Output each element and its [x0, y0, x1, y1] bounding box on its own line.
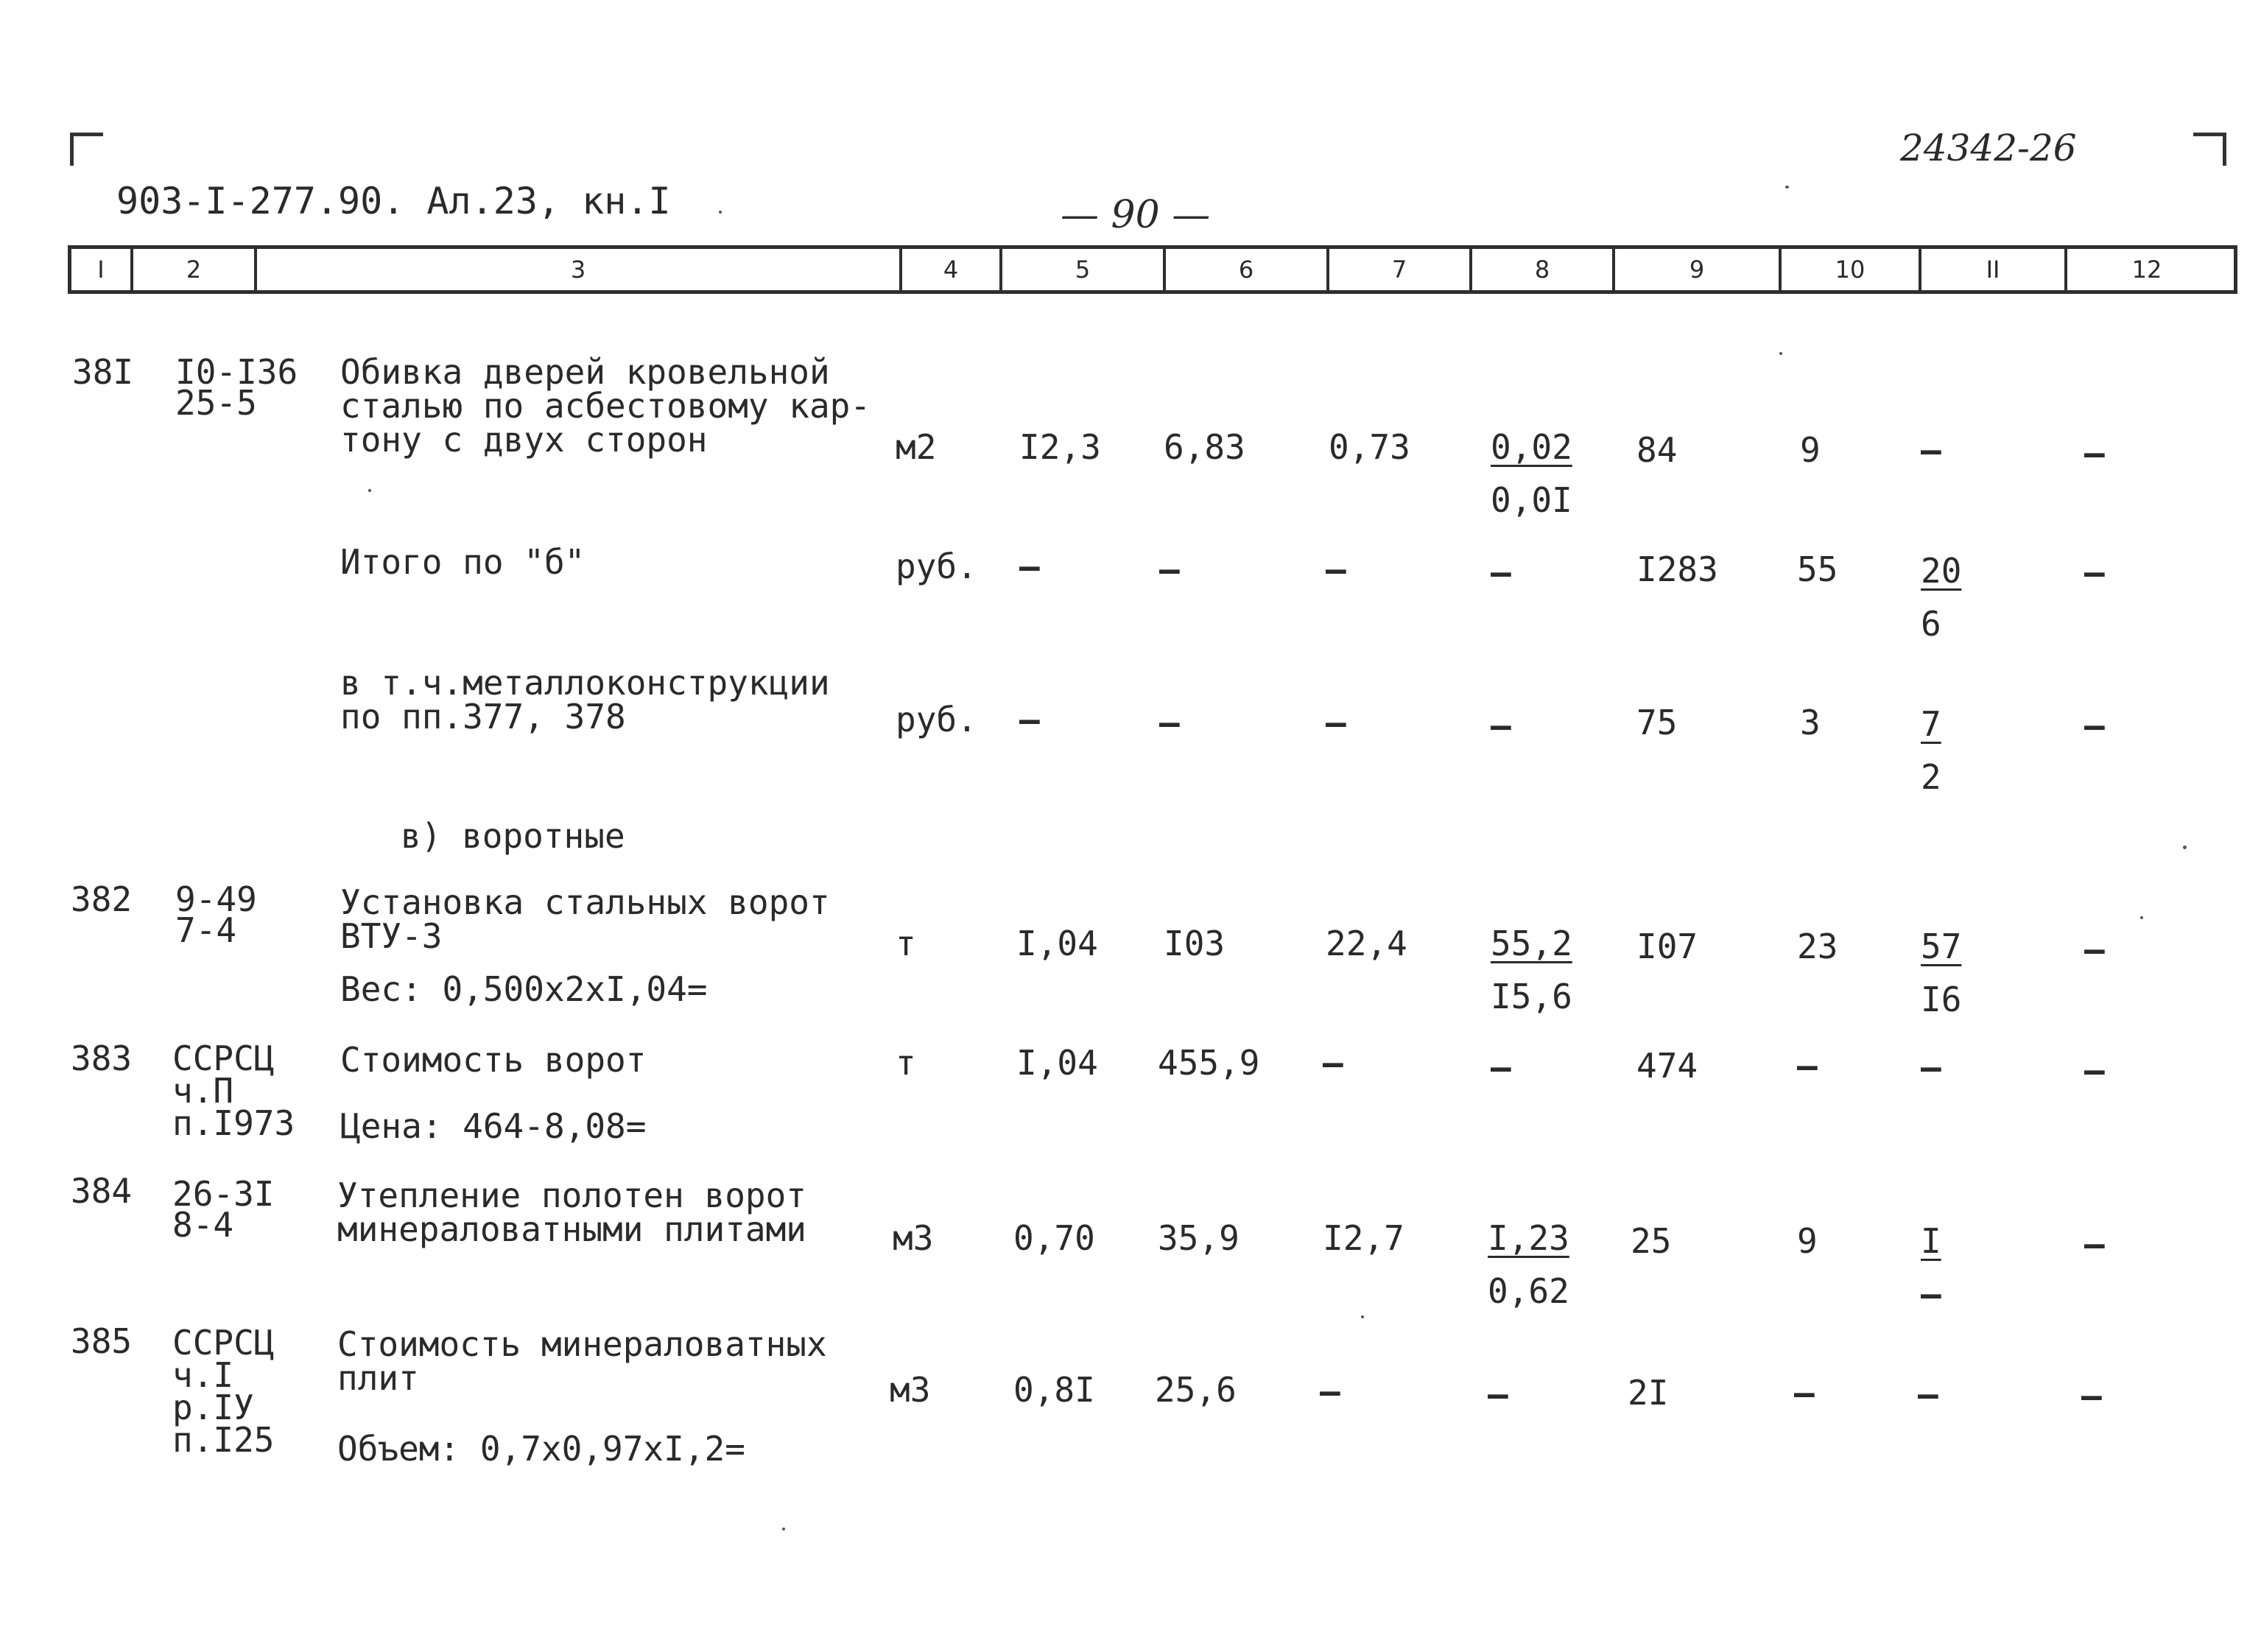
- item-description: Утепление полотен ворот: [337, 1175, 806, 1215]
- scan-speck: [782, 1528, 785, 1530]
- col10-value: –: [1797, 1046, 1818, 1086]
- column-header: 5: [1002, 249, 1166, 290]
- col10-value: 3: [1800, 703, 1821, 742]
- col10-value: 9: [1797, 1221, 1818, 1261]
- unit: м3: [893, 1218, 934, 1258]
- col10-value: 9: [1800, 430, 1821, 470]
- col9-value: 75: [1636, 703, 1678, 742]
- scan-speck: [2140, 916, 2143, 919]
- scan-speck: [1361, 1315, 1364, 1318]
- col11-value-top: –: [1921, 430, 1941, 470]
- column-header: 8: [1472, 249, 1615, 290]
- item-note: Вес: 0,500х2хI,04=: [340, 969, 708, 1009]
- unit: руб.: [896, 546, 977, 586]
- document-code: 903-I-277.90. Ал.23, кн.I: [116, 180, 671, 222]
- col5-value: I2,3: [1019, 427, 1101, 467]
- column-header: 10: [1782, 249, 1921, 290]
- col10-value: –: [1794, 1373, 1815, 1413]
- column-header: 9: [1615, 249, 1782, 290]
- col6-value: 25,6: [1155, 1370, 1237, 1410]
- column-header-row: [68, 245, 2237, 294]
- col7-value: 0,73: [1329, 427, 1410, 467]
- item-note: Цена: 464-8,08=: [340, 1106, 647, 1146]
- item-description: сталью по асбестовому кар-: [340, 386, 871, 426]
- col9-value: 2I: [1628, 1373, 1669, 1413]
- col7-value: I2,7: [1323, 1218, 1404, 1258]
- col6-value: 455,9: [1158, 1043, 1260, 1083]
- section-heading: в) воротные: [401, 816, 625, 856]
- row-number: 385: [71, 1321, 133, 1361]
- col7-value: 22,4: [1326, 924, 1407, 963]
- col8-value-top: –: [1491, 706, 1511, 745]
- col12-value: –: [2084, 552, 2105, 592]
- column-header: I: [71, 249, 133, 290]
- norm-code: ч.I: [172, 1355, 234, 1395]
- col8-value-top: –: [1491, 1047, 1511, 1087]
- col12-value: –: [2084, 1224, 2105, 1264]
- col6-value: –: [1159, 703, 1180, 742]
- col9-value: 474: [1636, 1046, 1698, 1086]
- column-header: 12: [2131, 256, 2162, 284]
- total-label: Итого по "б": [340, 542, 586, 582]
- item-description: Стоимость ворот: [340, 1040, 647, 1080]
- column-header: 2: [133, 249, 257, 290]
- item-note: Объем: 0,7х0,97хI,2=: [337, 1429, 745, 1469]
- unit: руб.: [896, 700, 977, 739]
- norm-code: 25-5: [175, 383, 257, 423]
- col5-value: 0,8I: [1013, 1370, 1095, 1410]
- col8-value-top: –: [1491, 552, 1511, 592]
- norm-code: ч.П: [172, 1071, 234, 1111]
- col11-value-top: 57: [1921, 927, 1962, 966]
- scan-speck: [1779, 352, 1782, 355]
- norm-code: 8-4: [172, 1205, 234, 1245]
- col7-value: –: [1326, 703, 1346, 742]
- col11-value-top: –: [1918, 1374, 1938, 1414]
- norm-code: р.IУ: [172, 1388, 254, 1427]
- unit: т: [896, 924, 916, 963]
- col12-value: –: [2084, 433, 2105, 473]
- col8-value-top: I,23: [1488, 1218, 1569, 1258]
- col11-value-bottom: –: [1921, 1274, 1941, 1314]
- col8-value-top: 0,02: [1491, 427, 1572, 467]
- scan-speck: [719, 211, 722, 214]
- item-description: Установка стальных ворот: [340, 882, 830, 922]
- norm-code: 7-4: [175, 910, 237, 950]
- item-description: минераловатными плитами: [337, 1209, 806, 1249]
- column-header: 4: [902, 249, 1002, 290]
- norm-code: I0-I36: [175, 352, 298, 392]
- corner-mark-top-right: [2193, 133, 2226, 166]
- norm-code: п.I973: [172, 1103, 295, 1143]
- page-number: — 90 —: [1061, 193, 1211, 237]
- column-header: 3: [257, 249, 902, 290]
- col5-value: –: [1019, 546, 1040, 586]
- col8-value-bottom: I5,6: [1491, 977, 1572, 1016]
- col11-value-top: 7: [1921, 704, 1941, 744]
- col6-value: I03: [1164, 924, 1226, 963]
- column-header: II: [1921, 249, 2067, 290]
- archive-stamp: 24342-26: [1900, 127, 2077, 169]
- col9-value: I283: [1636, 549, 1718, 589]
- col6-value: 35,9: [1158, 1218, 1239, 1258]
- scan-speck: [2183, 846, 2187, 849]
- item-description: ВТУ-3: [340, 916, 443, 956]
- col12-value: –: [2084, 929, 2105, 969]
- col12-value: –: [2084, 1050, 2105, 1090]
- col5-value: I,04: [1016, 1043, 1098, 1083]
- unit: м2: [896, 427, 937, 467]
- column-header: 7: [1329, 249, 1472, 290]
- col8-value-bottom: 0,0I: [1491, 480, 1572, 520]
- col8-value-top: –: [1488, 1374, 1508, 1414]
- item-description: в т.ч.металлоконструкции: [340, 663, 830, 703]
- item-description: Обивка дверей кровельной: [340, 352, 830, 392]
- col5-value: –: [1019, 700, 1040, 739]
- item-description: Стоимость минераловатных: [337, 1324, 827, 1364]
- col7-value: –: [1320, 1371, 1340, 1411]
- col9-value: 25: [1631, 1221, 1672, 1261]
- unit: т: [896, 1043, 916, 1083]
- col11-value-bottom: 2: [1921, 757, 1941, 797]
- col11-value-bottom: I6: [1921, 980, 1962, 1019]
- col11-value-top: I: [1921, 1221, 1941, 1261]
- norm-code: 26-3I: [172, 1174, 275, 1214]
- col11-value-bottom: 6: [1921, 604, 1941, 644]
- scan-speck: [1785, 186, 1789, 189]
- col5-value: 0,70: [1013, 1218, 1095, 1258]
- col9-value: 84: [1636, 430, 1678, 470]
- col7-value: –: [1323, 1043, 1343, 1083]
- col6-value: 6,83: [1164, 427, 1245, 467]
- item-description: плит: [337, 1358, 419, 1398]
- row-number: 382: [71, 879, 133, 919]
- norm-code: п.I25: [172, 1420, 275, 1460]
- col12-value: –: [2084, 706, 2105, 745]
- col5-value: I,04: [1016, 924, 1098, 963]
- corner-mark-top-left: [70, 133, 103, 166]
- row-number: 38I: [72, 352, 134, 392]
- col8-value-top: 55,2: [1491, 924, 1572, 963]
- row-number: 384: [71, 1171, 133, 1211]
- unit: м3: [890, 1370, 931, 1410]
- row-number: 383: [71, 1038, 133, 1078]
- col8-value-bottom: 0,62: [1488, 1271, 1569, 1311]
- column-header: 6: [1166, 249, 1329, 290]
- col11-value-top: –: [1921, 1047, 1941, 1087]
- col7-value: –: [1326, 549, 1346, 589]
- item-description: по пп.377, 378: [340, 697, 626, 737]
- col6-value: –: [1159, 549, 1180, 589]
- norm-code: ССРСЦ: [172, 1038, 275, 1078]
- norm-code: ССРСЦ: [172, 1323, 275, 1363]
- scan-speck: [368, 489, 371, 492]
- col11-value-top: 20: [1921, 551, 1962, 591]
- col10-value: 55: [1797, 549, 1838, 589]
- col10-value: 23: [1797, 927, 1838, 966]
- col12-value: –: [2081, 1376, 2102, 1416]
- item-description: тону с двух сторон: [340, 420, 708, 460]
- norm-code: 9-49: [175, 879, 257, 919]
- col9-value: I07: [1636, 927, 1698, 966]
